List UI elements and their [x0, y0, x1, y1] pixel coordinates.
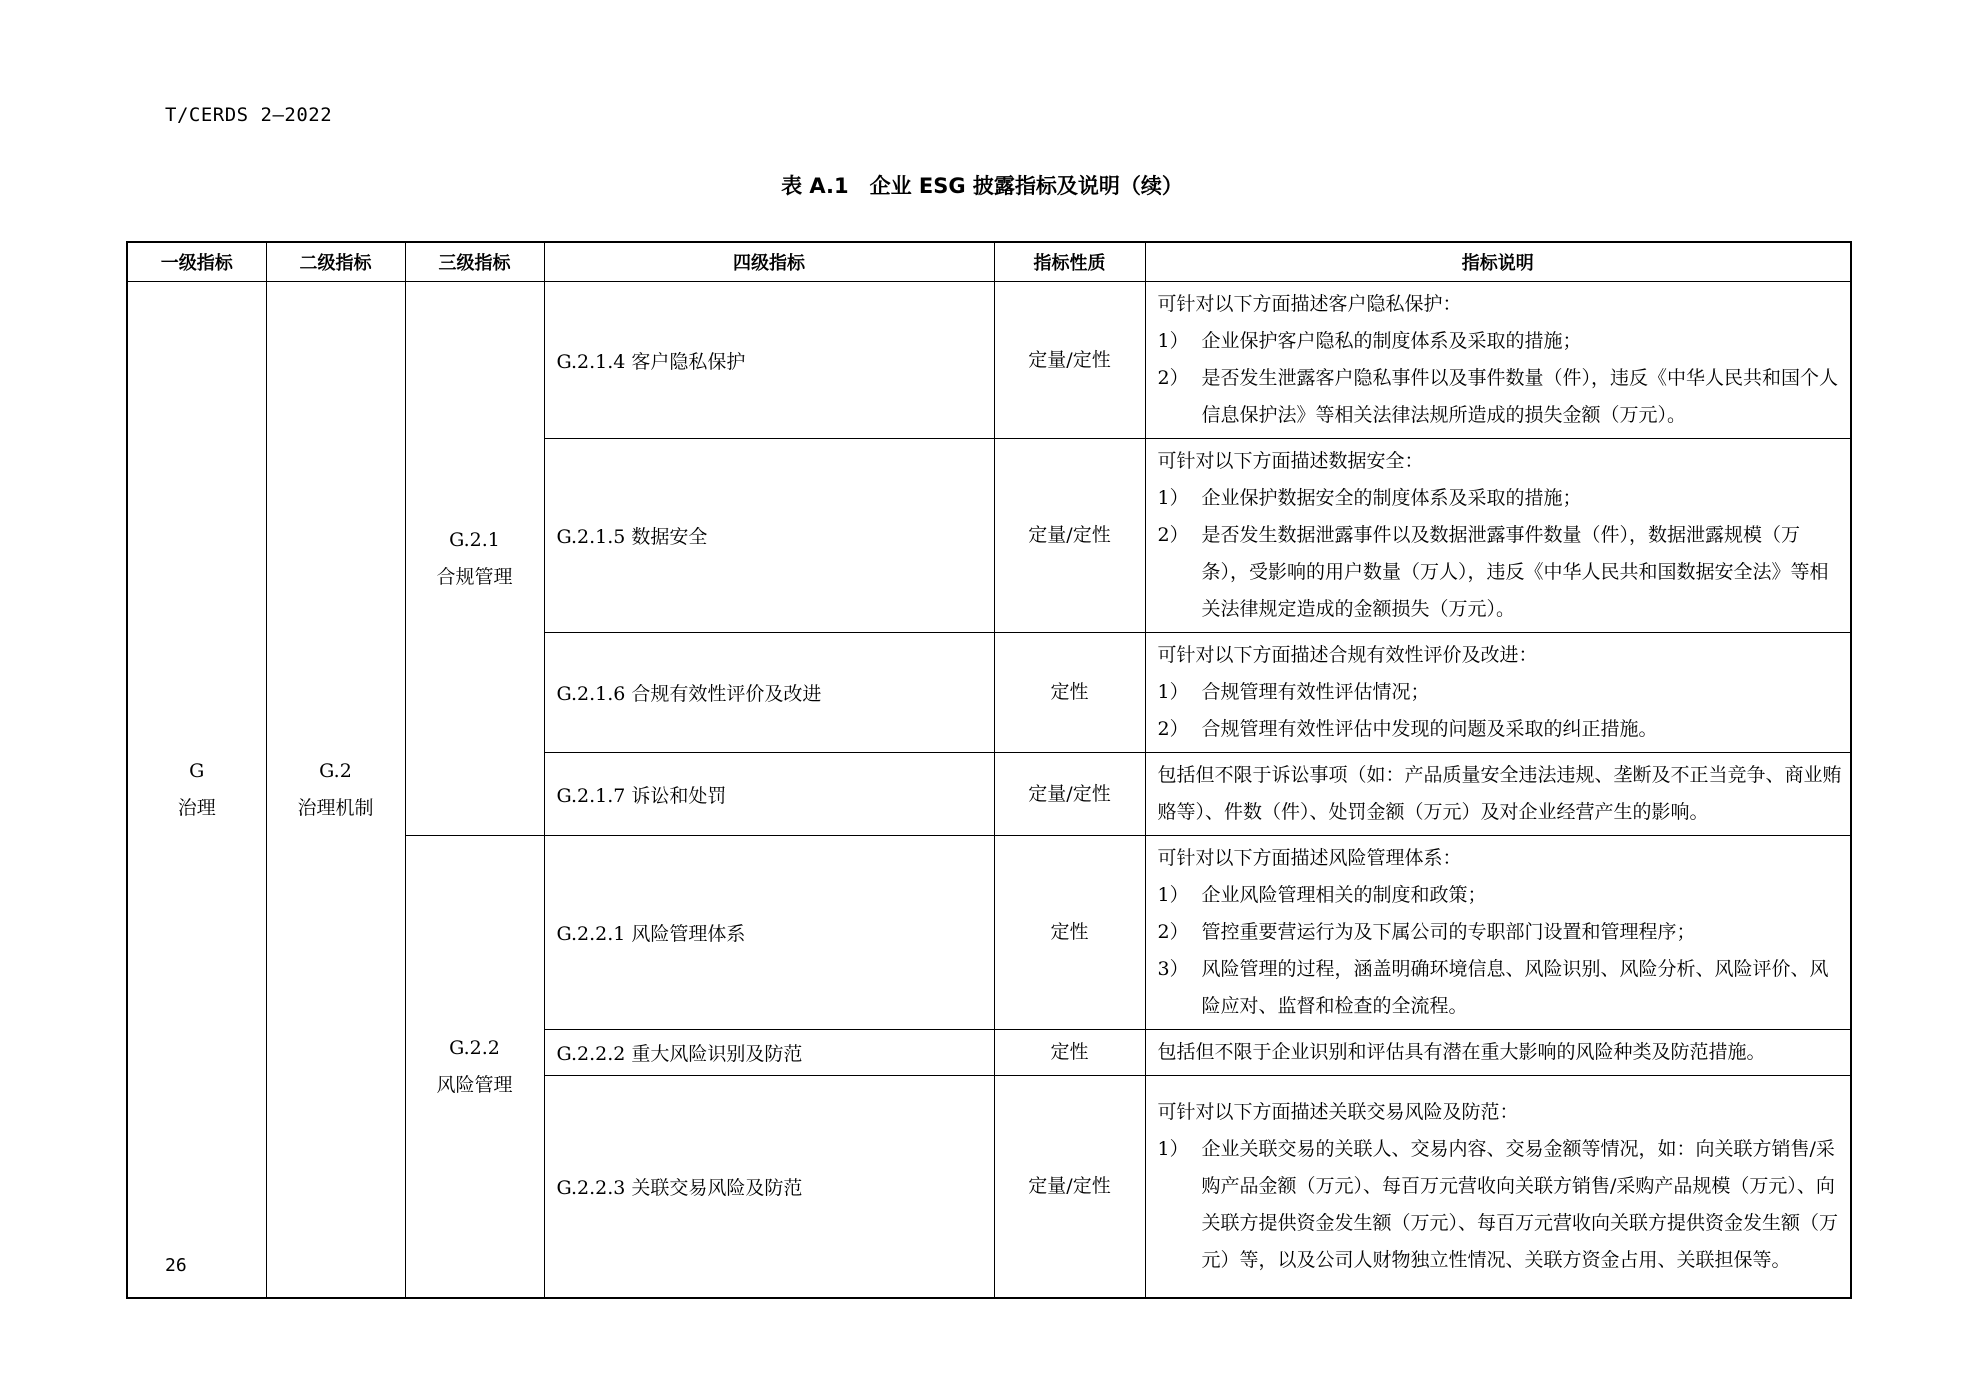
item-text: 企业风险管理相关的制度和政策；: [1201, 884, 1487, 906]
level4-indicator: G.2.1.6 合规有效性评价及改进: [544, 633, 994, 753]
indicator-nature: 定量/定性: [994, 439, 1145, 633]
level2-cell: [266, 282, 405, 1299]
indicator-description: [1145, 836, 1851, 1030]
description-item: [1158, 711, 1843, 748]
description-item: [1158, 914, 1843, 951]
description-intro: 包括但不限于诉讼事项（如：产品质量安全违法违规、垄断及不正当竞争、商业贿赂等）、件数（件）、处罚金额（万元）及对企业经营产生的影响。: [1157, 764, 1842, 823]
description-intro: 可针对以下方面描述关联交易风险及防范：: [1157, 1101, 1519, 1123]
description-intro: 包括但不限于企业识别和评估具有潜在重大影响的风险种类及防范措施。: [1157, 1041, 1766, 1063]
column-header: 指标说明: [1145, 242, 1851, 282]
column-header: 二级指标: [266, 242, 405, 282]
document-code: T/CERDS 2—2022: [165, 104, 333, 126]
description-item: [1158, 517, 1843, 628]
item-number: 2）: [1157, 921, 1189, 943]
item-text: 管控重要营运行为及下属公司的专职部门设置和管理程序；: [1201, 921, 1696, 943]
level3-name: 合规管理: [436, 565, 513, 588]
page-number: 26: [165, 1255, 187, 1276]
item-text: 企业保护数据安全的制度体系及采取的措施；: [1201, 487, 1582, 509]
description-intro: 可针对以下方面描述合规有效性评价及改进：: [1157, 644, 1538, 666]
level4-indicator: G.2.1.7 诉讼和处罚: [544, 753, 994, 836]
column-header: 三级指标: [405, 242, 544, 282]
item-text: 合规管理有效性评估中发现的问题及采取的纠正措施。: [1201, 718, 1658, 740]
description-item: [1158, 1131, 1843, 1279]
indicator-description: [1145, 753, 1851, 836]
level3-code: G.2.1: [449, 528, 500, 551]
indicator-nature: 定性: [994, 836, 1145, 1030]
level3-code: G.2.2: [449, 1036, 500, 1059]
level2-code: G.2: [319, 759, 352, 782]
item-number: 2）: [1157, 718, 1189, 740]
item-number: 2）: [1157, 524, 1189, 546]
indicator-description: [1145, 633, 1851, 753]
description-intro: 可针对以下方面描述客户隐私保护：: [1157, 293, 1462, 315]
column-header: 一级指标: [127, 242, 266, 282]
item-text: 企业关联交易的关联人、交易内容、交易金额等情况，如：向关联方销售/采购产品金额（万元）、每百万元营收向关联方销售/采购产品规模（万元）、向关联方提供资金发生额（万元）、每百万元营收向关联方提供资金发生额（万元）等，以及公司人财物独立性情况、关联方资金占用、关联担保等。: [1201, 1138, 1839, 1271]
description-intro: 可针对以下方面描述数据安全：: [1157, 450, 1424, 472]
description-item: [1158, 674, 1843, 711]
level3-cell: [405, 836, 544, 1299]
column-header: 四级指标: [544, 242, 994, 282]
table-header-row: [127, 242, 1851, 282]
level2-name: 治理机制: [297, 796, 374, 819]
description-item: [1158, 877, 1843, 914]
item-number: 2）: [1157, 367, 1189, 389]
description-item: [1158, 951, 1843, 1025]
item-number: 1）: [1157, 330, 1189, 352]
level1-name: 治理: [177, 796, 216, 819]
description-item: [1158, 323, 1843, 360]
esg-indicator-table: [126, 241, 1852, 1299]
item-text: 是否发生数据泄露事件以及数据泄露事件数量（件），数据泄露规模（万条），受影响的用户数量（万人），违反《中华人民共和国数据安全法》等相关法律规定造成的金额损失（万元）。: [1201, 524, 1829, 620]
level3-name: 风险管理: [436, 1073, 513, 1096]
indicator-description: [1145, 1076, 1851, 1299]
item-number: 1）: [1157, 681, 1189, 703]
level1-cell: [127, 282, 266, 1299]
item-number: 1）: [1157, 1138, 1189, 1160]
level1-code: G: [189, 759, 205, 782]
description-item: [1158, 480, 1843, 517]
column-header: 指标性质: [994, 242, 1145, 282]
level3-cell: [405, 282, 544, 836]
indicator-nature: 定性: [994, 1030, 1145, 1076]
item-number: 1）: [1157, 884, 1189, 906]
indicator-nature: 定量/定性: [994, 753, 1145, 836]
item-number: 3）: [1157, 958, 1189, 980]
item-text: 风险管理的过程，涵盖明确环境信息、风险识别、风险分析、风险评价、风险应对、监督和检查的全流程。: [1201, 958, 1829, 1017]
item-text: 合规管理有效性评估情况；: [1201, 681, 1430, 703]
description-item: [1158, 360, 1843, 434]
description-intro: 可针对以下方面描述风险管理体系：: [1157, 847, 1462, 869]
level4-indicator: G.2.2.1 风险管理体系: [544, 836, 994, 1030]
level4-indicator: G.2.2.3 关联交易风险及防范: [544, 1076, 994, 1299]
indicator-nature: 定性: [994, 633, 1145, 753]
level4-indicator: G.2.1.5 数据安全: [544, 439, 994, 633]
indicator-nature: 定量/定性: [994, 1076, 1145, 1299]
indicator-description: [1145, 282, 1851, 439]
indicator-description: [1145, 1030, 1851, 1076]
item-text: 企业保护客户隐私的制度体系及采取的措施；: [1201, 330, 1582, 352]
level4-indicator: G.2.2.2 重大风险识别及防范: [544, 1030, 994, 1076]
item-number: 1）: [1157, 487, 1189, 509]
item-text: 是否发生泄露客户隐私事件以及事件数量（件），违反《中华人民共和国个人信息保护法》等相关法律法规所造成的损失金额（万元）。: [1201, 367, 1839, 426]
indicator-nature: 定量/定性: [994, 282, 1145, 439]
table-title: 表 A.1 企业 ESG 披露指标及说明（续）: [781, 174, 1183, 198]
level4-indicator: G.2.1.4 客户隐私保护: [544, 282, 994, 439]
indicator-description: [1145, 439, 1851, 633]
table-row: [127, 282, 1851, 439]
